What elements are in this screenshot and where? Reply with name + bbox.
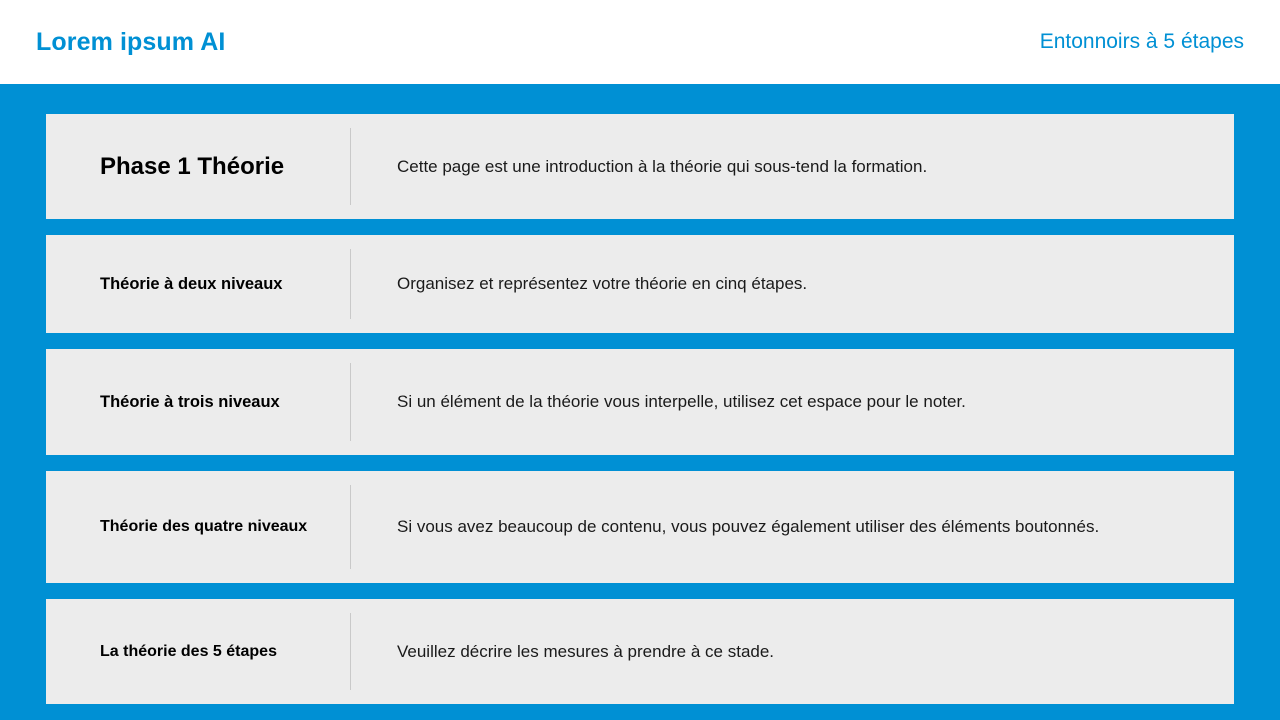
row-description: Si un élément de la théorie vous interpelle, utilisez cet espace pour le noter. bbox=[397, 392, 966, 411]
row-label: Théorie à deux niveaux bbox=[100, 274, 283, 293]
row-label: Théorie à trois niveaux bbox=[100, 392, 280, 411]
rows-container bbox=[0, 84, 1280, 720]
row-description: Organisez et représentez votre théorie en cinq étapes. bbox=[397, 274, 808, 293]
row-description: Veuillez décrire les mesures à prendre à ce stade. bbox=[397, 641, 775, 661]
page-title: Entonnoirs à 5 étapes bbox=[1039, 30, 1244, 53]
list-item[interactable] bbox=[46, 471, 1234, 583]
header-bar bbox=[0, 0, 1280, 84]
row-label: Théorie des quatre niveaux bbox=[100, 518, 308, 535]
brand-title: Lorem ipsum AI bbox=[36, 27, 226, 56]
list-item[interactable] bbox=[46, 349, 1234, 455]
row-description: Cette page est une introduction à la théorie qui sous-tend la formation. bbox=[397, 156, 928, 176]
list-item[interactable] bbox=[46, 114, 1234, 219]
row-label: La théorie des 5 étapes bbox=[100, 642, 277, 660]
row-description: Si vous avez beaucoup de contenu, vous pouvez également utiliser des éléments boutonnés. bbox=[397, 517, 1100, 536]
row-label: Phase 1 Théorie bbox=[100, 152, 285, 180]
list-item[interactable] bbox=[46, 235, 1234, 333]
list-item[interactable] bbox=[46, 599, 1234, 704]
